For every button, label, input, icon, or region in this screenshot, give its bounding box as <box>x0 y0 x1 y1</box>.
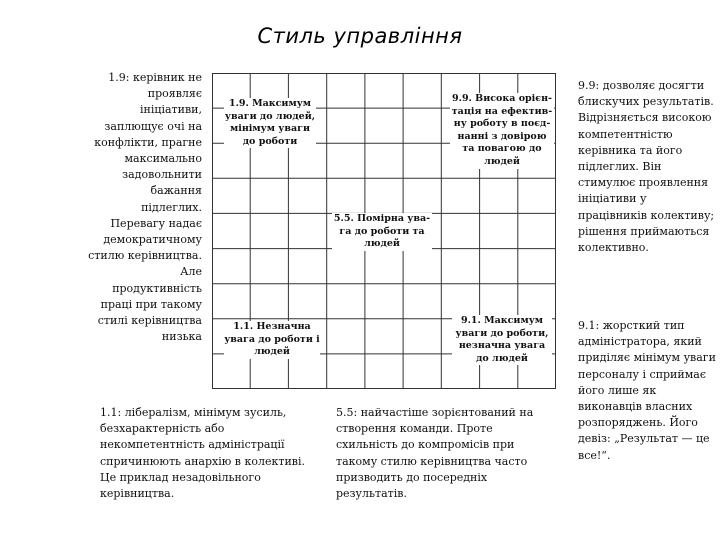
cell-5-5: 5.5. Помірна ува-га до роботи та людей <box>333 213 431 250</box>
description-9-1: 9.1: жорсткий тип адміністратора, який приділяє мінімум уваги персоналу і сприймає його лише як виконавців власних розпоряджень. Його девіз: „Результат — це все!“. <box>578 319 716 462</box>
description-5-5: 5.5: найчастіше зорієнтований на створення команди. Проте схильність до компромісів при такому стилю керівництва часто призводить до посередніх результатів. <box>336 406 534 501</box>
description-1-1: 1.1: лібералізм, мінімум зусиль, безхарактерність або некомпетентність адміністрації спричинюють анархію в колективі. Це приклад незадовільного керівництва. <box>100 406 305 501</box>
page-title: Стиль управління <box>257 24 463 48</box>
description-1-9: 1.9: керівник не проявляє ініціативи, заплющує очі на конфлікти, прагне максимально задовольнити бажання підлеглих. Перевагу надає демократичному стилю керівництва. Але продуктивність праці при такому стилі керівництва низька <box>88 71 202 344</box>
cell-9-1: 9.1. Максимум уваги до роботи, незначна увага до людей <box>452 315 552 365</box>
managerial-grid <box>212 73 556 389</box>
description-9-9: 9.9: дозволяє досягти блискучих результатів. Відрізняється високою компетентністю керівника та його підлеглих. Він стимулює проявлення ініціативи у працівників колективу; рішення приймаються колективно. <box>578 79 715 255</box>
cell-1-1: 1.1. Незначна увага до роботи і людей <box>224 321 320 358</box>
cell-9-9: 9.9. Висока орієн-тація на ефектив-ну роботу в поєд-нанні з довірою та повагою до людей <box>451 93 553 167</box>
cell-1-9: 1.9. Максимум уваги до людей, мінімум уваги до роботи <box>224 98 316 147</box>
